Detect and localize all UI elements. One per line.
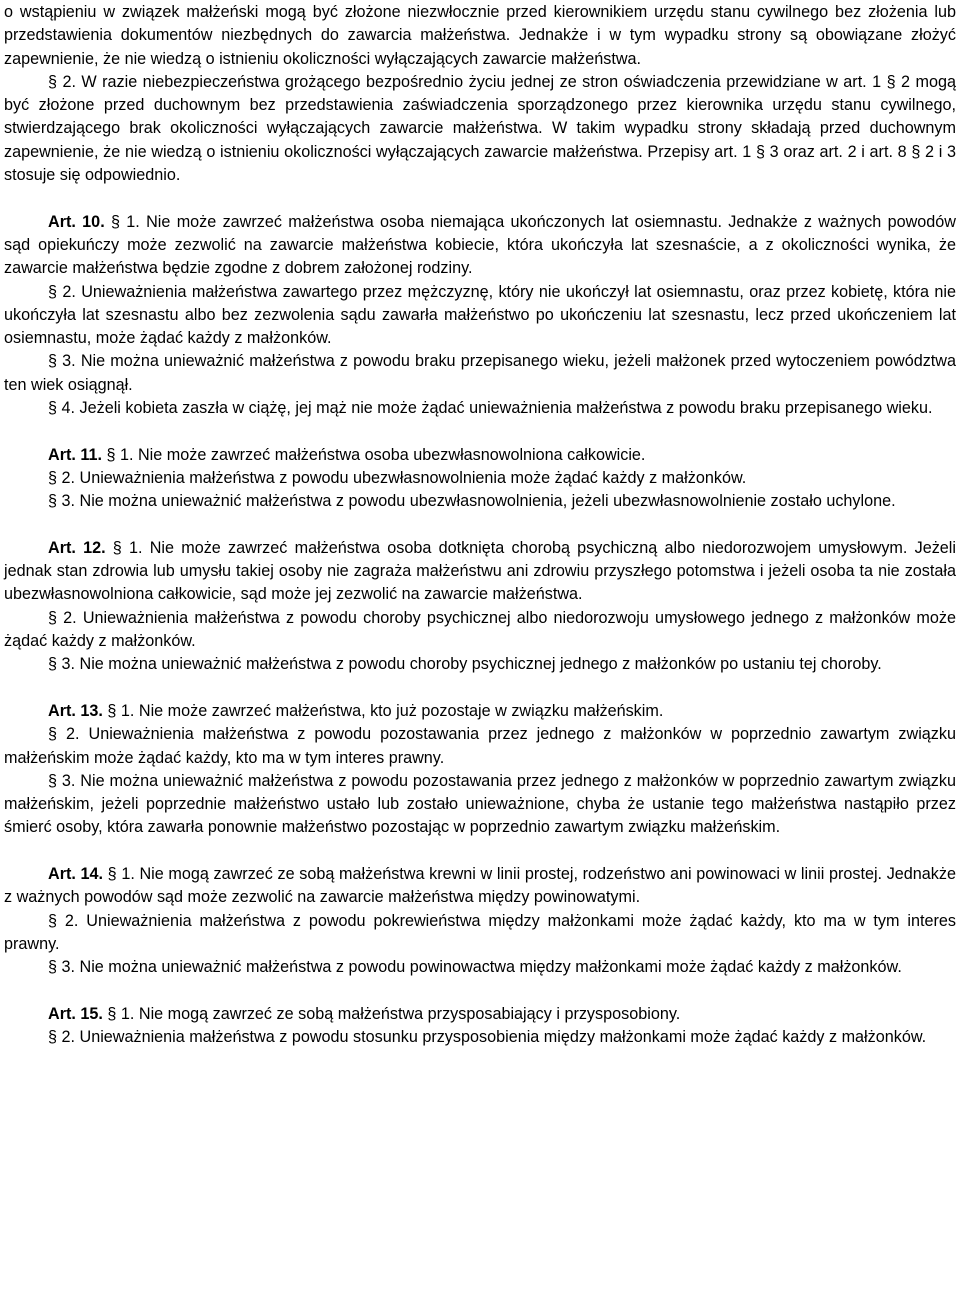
paragraph-text: § 2. Unieważnienia małżeństwa z powodu stosunku przysposobienia między małżonkami może żądać każdy z małżonków. <box>48 1028 927 1047</box>
paragraph-text: § 1. Nie może zawrzeć małżeństwa osoba niemająca ukończonych lat osiemnastu. Jednakże z ważnych powodów sąd opiekuńczy może zezwolić na zawarcie małżeństwa kobiecie, która ukończyła lat szesnaście, a z okoliczności wynika, że zawarcie małżeństwa będzie zgodne z dobrem założonej rodziny. <box>4 212 956 278</box>
paragraph <box>4 956 956 979</box>
paragraph-text: § 4. Jeżeli kobieta zaszła w ciążę, jej mąż nie może żądać unieważnienia małżeństwa z powodu braku przepisanego wieku. <box>48 399 933 418</box>
paragraph <box>4 71 956 187</box>
paragraph-gap <box>4 514 956 537</box>
paragraph <box>4 607 956 654</box>
paragraph-text: § 1. Nie mogą zawrzeć ze sobą małżeństwa przysposabiający i przysposobiony. <box>102 1004 681 1023</box>
paragraph-gap <box>4 420 956 443</box>
paragraph-text: § 3. Nie można unieważnić małżeństwa z powodu powinowactwa między małżonkami może żądać każdy z małżonków. <box>48 958 902 977</box>
paragraph-text: § 1. Nie może zawrzeć małżeństwa osoba dotknięta chorobą psychiczną albo niedorozwojem umysłowym. Jeżeli jednak stan zdrowia lub umysłu takiej osoby nie zagraża małżeństwu ani zdrowiu przyszłego potomstwa i jeżeli osoba ta nie została ubezwłasnowolniona całkowicie, sąd może jej zezwolić na zawarcie małżeństwa. <box>4 538 956 604</box>
paragraph-text: § 2. Unieważnienia małżeństwa z powodu pozostawania przez jednego z małżonków w poprzednio zawartym związku małżeńskim może żądać każdy, kto ma w tym interes prawny. <box>4 725 956 767</box>
paragraph-gap <box>4 979 956 1002</box>
paragraph <box>4 397 956 420</box>
article-number: Art. 14. <box>48 864 104 883</box>
paragraph <box>4 723 956 770</box>
article-paragraph <box>4 211 956 281</box>
article-paragraph <box>4 537 956 607</box>
article-number: Art. 11. <box>48 445 102 464</box>
paragraph-text: § 2. Unieważnienia małżeństwa z powodu pokrewieństwa między małżonkami może żądać każdy, kto ma w tym interes prawny. <box>4 911 956 953</box>
paragraph-text: § 1. Nie mogą zawrzeć ze sobą małżeństwa krewni w linii prostej, rodzeństwo ani powinowaci w linii prostej. Jednakże z ważnych powodów sąd może zezwolić na zawarcie małżeństwa między powinowatymi. <box>4 864 956 907</box>
paragraph-text: § 2. W razie niebezpieczeństwa grożącego bezpośrednio życiu jednej ze stron oświadczenia przewidziane w art. 1 § 2 mogą być złożone przed duchownym bez przedstawienia zaświadczenia sporządzonego przez kierownika urzędu stanu cywilnego, stwierdzającego brak okoliczności wyłączających zawarcie małżeństwa. W takim wypadku strony składają przed duchownym zapewnienie, że nie wiedzą o istnieniu okoliczności wyłączających zawarcie małżeństwa. Przepisy art. 1 § 3 oraz art. 2 i art. 8 § 2 i 3 stosuje się odpowiednio. <box>4 72 956 185</box>
article-number: Art. 12. <box>48 538 106 557</box>
paragraph-text: § 1. Nie może zawrzeć małżeństwa osoba ubezwłasnowolniona całkowicie. <box>101 445 646 464</box>
paragraph-gap <box>4 677 956 700</box>
paragraph <box>4 467 956 490</box>
paragraph <box>4 770 956 840</box>
paragraph <box>4 653 956 676</box>
paragraph-text: § 2. Unieważnienia małżeństwa z powodu choroby psychicznej albo niedorozwoju umysłowego jednego z małżonków może żądać każdy z małżonków. <box>4 608 956 651</box>
paragraph-text: o wstąpieniu w związek małżeński mogą być złożone niezwłocznie przed kierownikiem urzędu stanu cywilnego bez złożenia lub przedstawienia dokumentów niezbędnych do zawarcia małżeństwa. Jednakże i w tym wypadku strony są obowiązane złożyć zapewnienie, że nie wiedzą o istnieniu okoliczności wyłączających zawarcie małżeństwa. <box>4 3 956 68</box>
article-paragraph <box>4 700 956 723</box>
article-paragraph <box>4 1003 956 1026</box>
paragraph-text: § 1. Nie może zawrzeć małżeństwa, kto już pozostaje w związku małżeńskim. <box>102 701 664 720</box>
paragraph-text: § 2. Unieważnienia małżeństwa z powodu ubezwłasnowolnienia może żądać każdy z małżonków. <box>48 468 747 487</box>
document-page <box>4 1 956 1049</box>
paragraph-text: § 3. Nie można unieważnić małżeństwa z powodu pozostawania przez jednego z małżonków w poprzednio zawartym związku małżeńskim, jeżeli poprzednie małżeństwo ustało lub zostało unieważnione, chyba że ustanie tego małżeństwa nastąpiło przez śmierć osoby, która zawarła ponownie małżeństwo pozostając w poprzednio zawartym związku małżeńskim. <box>4 771 956 837</box>
paragraph-gap <box>4 187 956 210</box>
paragraph <box>4 350 956 397</box>
paragraph-text: § 2. Unieważnienia małżeństwa zawartego przez mężczyznę, który nie ukończył lat osiemnastu, oraz przez kobietę, która nie ukończyła lat szesnastu albo bez zezwolenia sądu zawarła małżeństwo po ukończeniu lat szesnastu, lecz przed ukończeniem lat osiemnastu, może żądać każdy z małżonków. <box>4 282 956 348</box>
article-number: Art. 15. <box>48 1004 103 1023</box>
paragraph <box>4 281 956 351</box>
paragraph <box>4 490 956 513</box>
paragraph-gap <box>4 840 956 863</box>
article-number: Art. 10. <box>48 212 105 231</box>
paragraph <box>4 910 956 957</box>
paragraph <box>4 1026 956 1049</box>
paragraph-text: § 3. Nie można unieważnić małżeństwa z powodu choroby psychicznej jednego z małżonków po ustaniu tej choroby. <box>48 655 882 674</box>
paragraph <box>4 1 956 71</box>
article-number: Art. 13. <box>48 701 103 720</box>
paragraph-text: § 3. Nie można unieważnić małżeństwa z powodu ubezwłasnowolnienia, jeżeli ubezwłasnowolnienie zostało uchylone. <box>48 492 896 511</box>
article-paragraph <box>4 444 956 467</box>
article-paragraph <box>4 863 956 910</box>
paragraph-text: § 3. Nie można unieważnić małżeństwa z powodu braku przepisanego wieku, jeżeli małżonek przed wytoczeniem powództwa ten wiek osiągnął. <box>4 352 956 394</box>
